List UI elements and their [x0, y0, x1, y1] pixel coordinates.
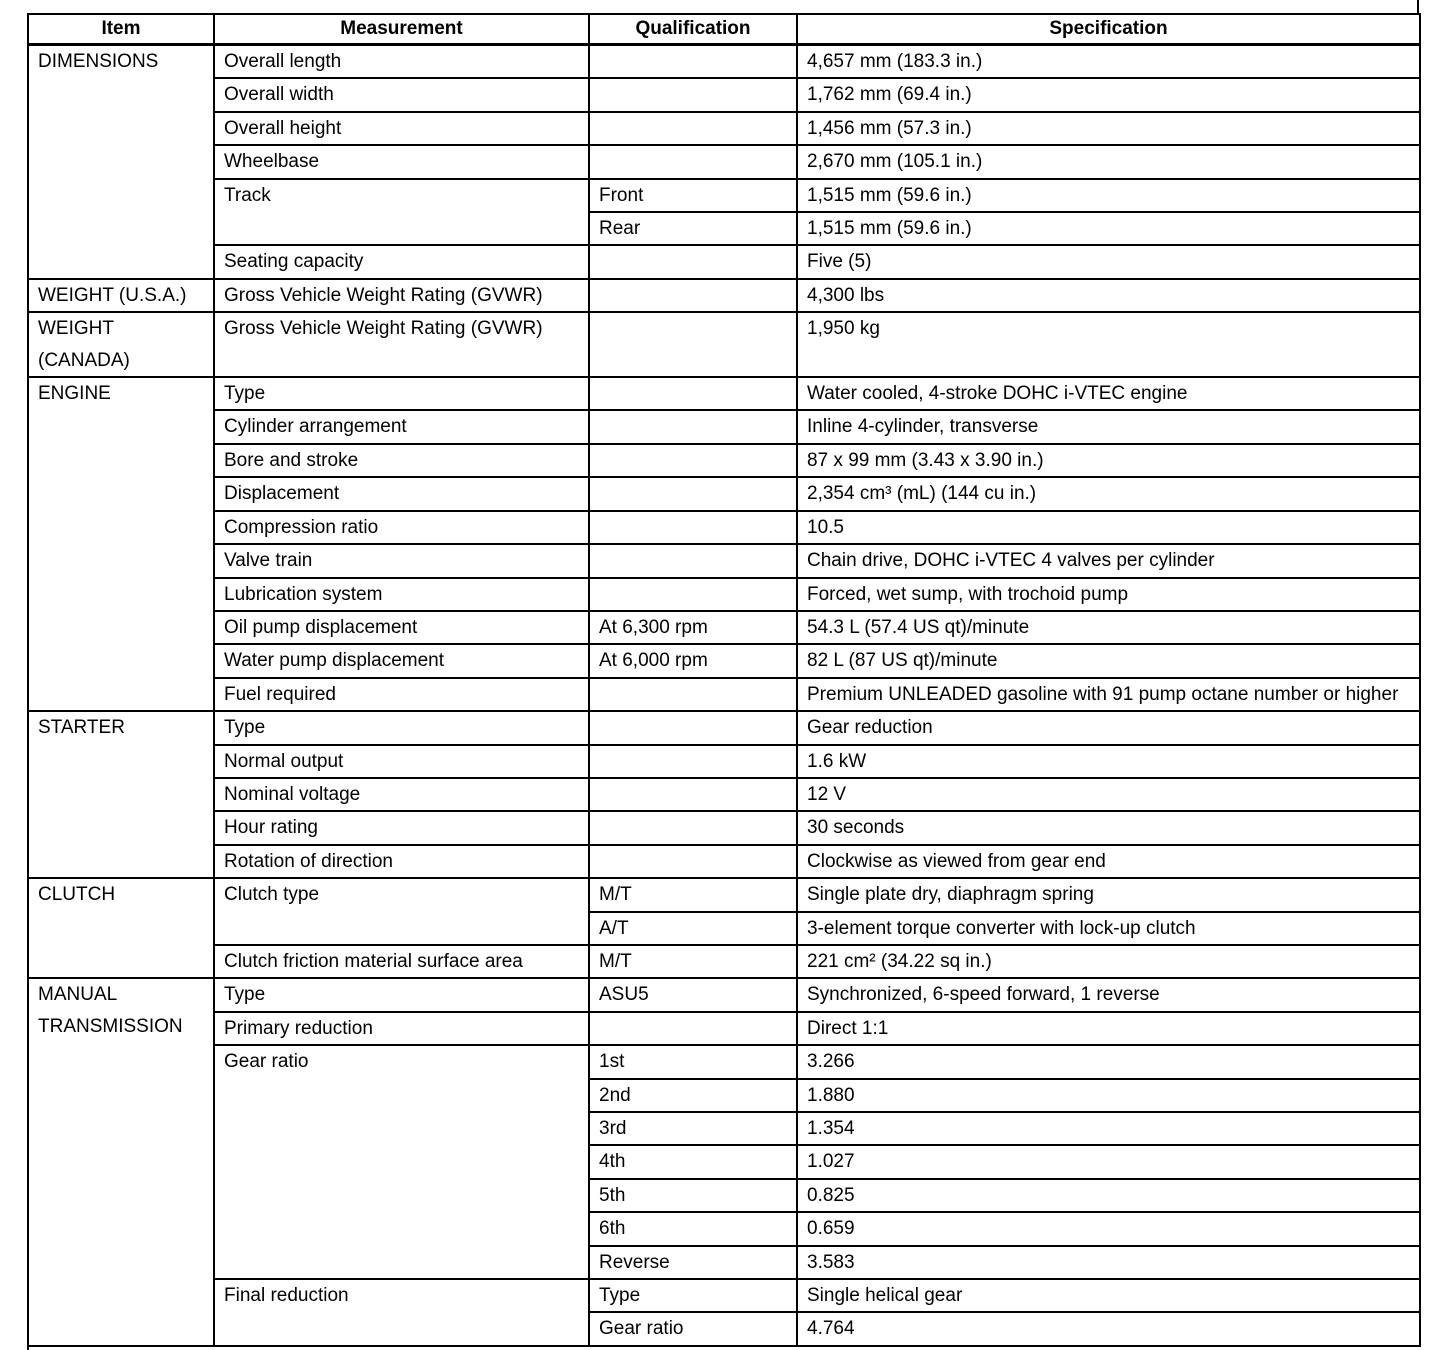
specification-cell: 0.825: [797, 1179, 1420, 1212]
measurement-cell: Normal output: [214, 745, 589, 778]
qualification-cell: [589, 245, 797, 278]
qualification-cell: [589, 112, 797, 145]
specification-cell: 1,762 mm (69.4 in.): [797, 78, 1420, 111]
measurement-cell: Track: [214, 179, 589, 246]
specification-cell: Premium UNLEADED gasoline with 91 pump octane number or higher: [797, 678, 1420, 711]
top-edge-line: [1417, 0, 1419, 14]
table-body: [28, 45, 1420, 1346]
qualification-cell: [589, 778, 797, 811]
specification-cell: 1,950 kg: [797, 312, 1420, 377]
qualification-cell: 5th: [589, 1179, 797, 1212]
table-row: [28, 578, 1420, 611]
measurement-cell: Lubrication system: [214, 578, 589, 611]
qualification-cell: 6th: [589, 1212, 797, 1245]
table-row: [28, 1045, 1420, 1078]
measurement-cell: Type: [214, 377, 589, 410]
specification-cell: Single plate dry, diaphragm spring: [797, 878, 1420, 911]
specification-cell: 1.6 kW: [797, 745, 1420, 778]
header-row: [28, 14, 1420, 45]
table-row: [28, 778, 1420, 811]
measurement-cell: Final reduction: [214, 1279, 589, 1346]
table-row: [28, 945, 1420, 978]
specification-cell: Direct 1:1: [797, 1012, 1420, 1045]
qualification-cell: 1st: [589, 1045, 797, 1078]
specification-cell: 30 seconds: [797, 811, 1420, 844]
qualification-cell: [589, 279, 797, 312]
specification-cell: 82 L (87 US qt)/minute: [797, 644, 1420, 677]
spec-table: [27, 13, 1421, 1347]
table-row: [28, 711, 1420, 744]
specification-cell: 2,670 mm (105.1 in.): [797, 145, 1420, 178]
table-header: [28, 14, 1420, 45]
qualification-cell: [589, 45, 797, 79]
qualification-cell: [589, 410, 797, 443]
item-cell: CLUTCH: [28, 878, 214, 978]
measurement-cell: Type: [214, 978, 589, 1011]
qualification-cell: M/T: [589, 878, 797, 911]
specification-cell: 0.659: [797, 1212, 1420, 1245]
specification-cell: 1,515 mm (59.6 in.): [797, 179, 1420, 212]
measurement-cell: Clutch type: [214, 878, 589, 945]
measurement-cell: Bore and stroke: [214, 444, 589, 477]
table-row: [28, 78, 1420, 111]
measurement-cell: Clutch friction material surface area: [214, 945, 589, 978]
table-row: [28, 745, 1420, 778]
table-row: [28, 112, 1420, 145]
qualification-cell: [589, 745, 797, 778]
table-row: [28, 978, 1420, 1011]
table-row: [28, 312, 1420, 377]
table-row: [28, 179, 1420, 212]
specification-cell: 54.3 L (57.4 US qt)/minute: [797, 611, 1420, 644]
specification-cell: 1.027: [797, 1145, 1420, 1178]
measurement-cell: Overall length: [214, 45, 589, 79]
measurement-cell: Fuel required: [214, 678, 589, 711]
specification-cell: 87 x 99 mm (3.43 x 3.90 in.): [797, 444, 1420, 477]
table-row: [28, 245, 1420, 278]
specification-cell: Forced, wet sump, with trochoid pump: [797, 578, 1420, 611]
specification-cell: Gear reduction: [797, 711, 1420, 744]
table-row: [28, 811, 1420, 844]
measurement-cell: Compression ratio: [214, 511, 589, 544]
table-row: [28, 444, 1420, 477]
specification-cell: 1,456 mm (57.3 in.): [797, 112, 1420, 145]
specification-cell: Clockwise as viewed from gear end: [797, 845, 1420, 878]
qualification-cell: [589, 578, 797, 611]
header-qualification: Qualification: [589, 14, 797, 45]
table-row: [28, 678, 1420, 711]
measurement-cell: Wheelbase: [214, 145, 589, 178]
table-row: [28, 644, 1420, 677]
item-cell: WEIGHT (CANADA): [28, 312, 214, 377]
item-cell: ENGINE: [28, 377, 214, 711]
table-row: [28, 145, 1420, 178]
measurement-cell: Rotation of direction: [214, 845, 589, 878]
specification-cell: 4,300 lbs: [797, 279, 1420, 312]
qualification-cell: [589, 1012, 797, 1045]
table-row: [28, 511, 1420, 544]
qualification-cell: [589, 477, 797, 510]
table-row: [28, 45, 1420, 79]
qualification-cell: [589, 845, 797, 878]
specification-cell: 4.764: [797, 1312, 1420, 1345]
table-row: [28, 410, 1420, 443]
qualification-cell: [589, 78, 797, 111]
qualification-cell: A/T: [589, 912, 797, 945]
measurement-cell: Gross Vehicle Weight Rating (GVWR): [214, 312, 589, 377]
qualification-cell: [589, 444, 797, 477]
qualification-cell: 2nd: [589, 1079, 797, 1112]
qualification-cell: [589, 811, 797, 844]
qualification-cell: [589, 511, 797, 544]
table-row: [28, 845, 1420, 878]
qualification-cell: Type: [589, 1279, 797, 1312]
specification-cell: 12 V: [797, 778, 1420, 811]
qualification-cell: [589, 678, 797, 711]
table-row: [28, 279, 1420, 312]
measurement-cell: Hour rating: [214, 811, 589, 844]
specification-cell: Single helical gear: [797, 1279, 1420, 1312]
specification-cell: 221 cm² (34.22 sq in.): [797, 945, 1420, 978]
qualification-cell: [589, 312, 797, 377]
measurement-cell: Water pump displacement: [214, 644, 589, 677]
specification-cell: Chain drive, DOHC i-VTEC 4 valves per cylinder: [797, 544, 1420, 577]
measurement-cell: Primary reduction: [214, 1012, 589, 1045]
table-row: [28, 377, 1420, 410]
item-cell: DIMENSIONS: [28, 45, 214, 279]
measurement-cell: Cylinder arrangement: [214, 410, 589, 443]
item-cell: WEIGHT (U.S.A.): [28, 279, 214, 312]
measurement-cell: Overall height: [214, 112, 589, 145]
measurement-cell: Type: [214, 711, 589, 744]
measurement-cell: Displacement: [214, 477, 589, 510]
table-row: [28, 1279, 1420, 1312]
specification-cell: 2,354 cm³ (mL) (144 cu in.): [797, 477, 1420, 510]
qualification-cell: [589, 711, 797, 744]
specification-cell: 3.266: [797, 1045, 1420, 1078]
item-cell: STARTER: [28, 711, 214, 878]
qualification-cell: [589, 377, 797, 410]
specification-cell: 3-element torque converter with lock-up clutch: [797, 912, 1420, 945]
qualification-cell: 4th: [589, 1145, 797, 1178]
header-specification: Specification: [797, 14, 1420, 45]
specification-cell: 10.5: [797, 511, 1420, 544]
qualification-cell: 3rd: [589, 1112, 797, 1145]
measurement-cell: Nominal voltage: [214, 778, 589, 811]
specification-cell: 3.583: [797, 1246, 1420, 1279]
qualification-cell: ASU5: [589, 978, 797, 1011]
qualification-cell: Reverse: [589, 1246, 797, 1279]
table-row: [28, 611, 1420, 644]
measurement-cell: Oil pump displacement: [214, 611, 589, 644]
header-item: Item: [28, 14, 214, 45]
qualification-cell: At 6,300 rpm: [589, 611, 797, 644]
table-row: [28, 544, 1420, 577]
table-row: [28, 477, 1420, 510]
qualification-cell: At 6,000 rpm: [589, 644, 797, 677]
qualification-cell: M/T: [589, 945, 797, 978]
specification-cell: 1.354: [797, 1112, 1420, 1145]
measurement-cell: Overall width: [214, 78, 589, 111]
specification-cell: 4,657 mm (183.3 in.): [797, 45, 1420, 79]
header-measurement: Measurement: [214, 14, 589, 45]
table-row: [28, 1012, 1420, 1045]
specification-cell: 1.880: [797, 1079, 1420, 1112]
qualification-cell: [589, 145, 797, 178]
measurement-cell: Gear ratio: [214, 1045, 589, 1279]
measurement-cell: Valve train: [214, 544, 589, 577]
specification-cell: Inline 4-cylinder, transverse: [797, 410, 1420, 443]
qualification-cell: Front: [589, 179, 797, 212]
qualification-cell: Rear: [589, 212, 797, 245]
table-row: [28, 878, 1420, 911]
specification-cell: Water cooled, 4-stroke DOHC i-VTEC engine: [797, 377, 1420, 410]
specification-cell: Synchronized, 6-speed forward, 1 reverse: [797, 978, 1420, 1011]
qualification-cell: Gear ratio: [589, 1312, 797, 1345]
specification-cell: 1,515 mm (59.6 in.): [797, 212, 1420, 245]
qualification-cell: [589, 544, 797, 577]
measurement-cell: Gross Vehicle Weight Rating (GVWR): [214, 279, 589, 312]
item-cell: MANUAL TRANSMISSION: [28, 978, 214, 1345]
specification-cell: Five (5): [797, 245, 1420, 278]
measurement-cell: Seating capacity: [214, 245, 589, 278]
